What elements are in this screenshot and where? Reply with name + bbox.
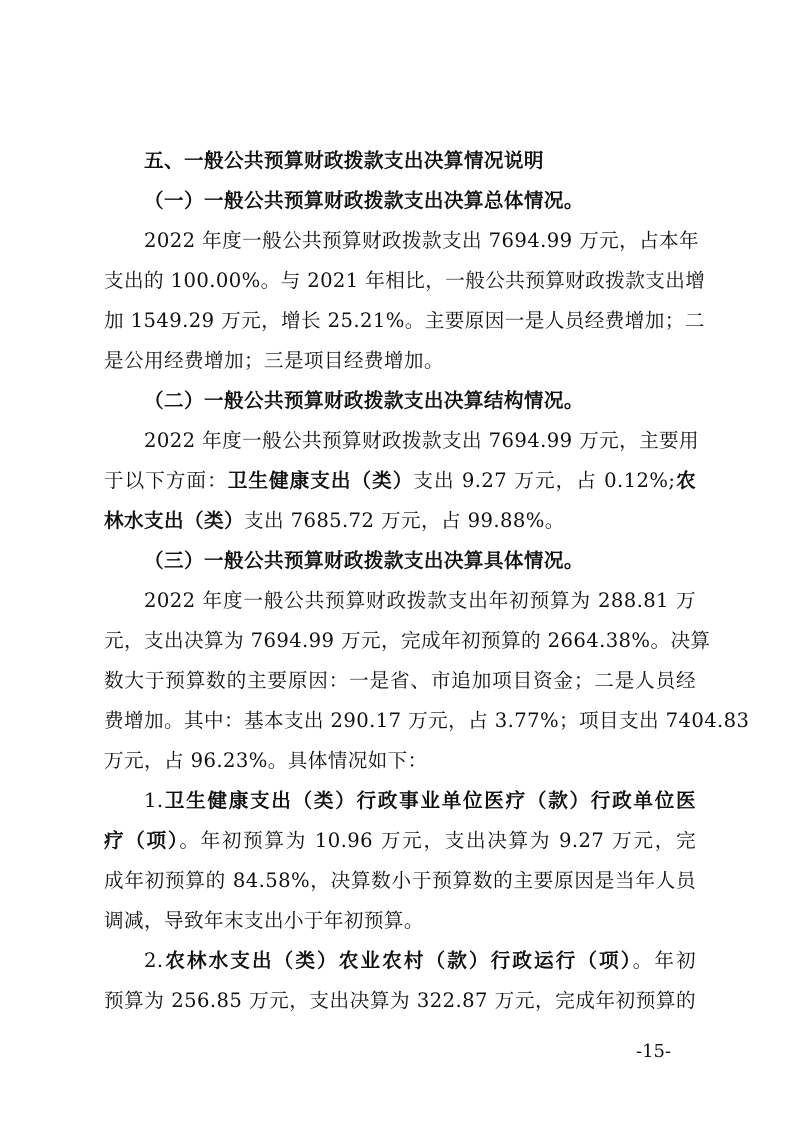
text-segment: 支出 7685.72 万元，占 99.88%。 <box>243 509 565 532</box>
subsection-3-heading: （三）一般公共预算财政拨款支出决算具体情况。 <box>144 549 584 572</box>
text-segment: 支出 9.27 万元，占 0.12%; <box>413 469 676 492</box>
bold-category: 卫生健康支出（类） <box>227 469 414 492</box>
bold-category: 疗（项） <box>104 829 180 852</box>
paragraph-line: 数大于预算数的主要原因：一是省、市追加项目资金；二是人员经 <box>104 669 696 692</box>
paragraph-line: 费增加。其中：基本支出 290.17 万元，占 3.77%；项目支出 7404.83 <box>104 709 750 732</box>
section-title: 五、一般公共预算财政拨款支出决算情况说明 <box>144 149 544 172</box>
paragraph-line: 2022 年度一般公共预算财政拨款支出 7694.99 万元，占本年 <box>144 229 700 252</box>
bold-category: 卫生健康支出（类）行政事业单位医疗（款）行政单位医 <box>163 789 696 812</box>
item-1-line: 调减，导致年末支出小于年初预算。 <box>104 909 424 932</box>
text-segment: 于以下方面： <box>104 469 228 492</box>
paragraph-line <box>104 466 696 496</box>
paragraph-line <box>104 506 565 536</box>
paragraph-line: 元，支出决算为 7694.99 万元，完成年初预算的 2664.38%。决算 <box>104 629 711 652</box>
bold-category: 农 <box>675 469 696 492</box>
paragraph-line: 2022 年度一般公共预算财政拨款支出 7694.99 万元，主要用 <box>144 429 700 452</box>
subsection-2-heading: （二）一般公共预算财政拨款支出决算结构情况。 <box>144 389 584 412</box>
page-number: -15- <box>636 1041 672 1062</box>
paragraph-line: 2022 年度一般公共预算财政拨款支出年初预算为 288.81 万 <box>144 589 696 612</box>
item-number: 2. <box>144 949 164 972</box>
paragraph-line: 加 1549.29 万元，增长 25.21%。主要原因一是人员经费增加；二 <box>104 309 705 332</box>
text-segment: 。年初预算为 10.96 万元，支出决算为 9.27 万元，完 <box>179 829 696 852</box>
bold-category: 农林水支出（类）农业农村（款）行政运行（项） <box>163 949 633 972</box>
paragraph-line: 万元，占 96.23%。具体情况如下： <box>104 749 428 772</box>
item-1-line <box>144 786 696 816</box>
subsection-1-heading: （一）一般公共预算财政拨款支出决算总体情况。 <box>144 189 584 212</box>
item-2-line <box>144 946 696 976</box>
item-1-line: 成年初预算的 84.58%，决算数小于预算数的主要原因是当年人员 <box>104 869 696 892</box>
text-segment: 。年初 <box>632 949 697 972</box>
item-2-line: 预算为 256.85 万元，支出决算为 322.87 万元，完成年初预算的 <box>104 989 696 1012</box>
paragraph-line: 支出的 100.00%。与 2021 年相比，一般公共预算财政拨款支出增 <box>104 269 706 292</box>
item-1-line <box>104 826 696 856</box>
item-number: 1. <box>144 789 164 812</box>
bold-category: 林水支出（类） <box>104 509 244 532</box>
paragraph-line: 是公用经费增加；三是项目经费增加。 <box>104 349 444 372</box>
